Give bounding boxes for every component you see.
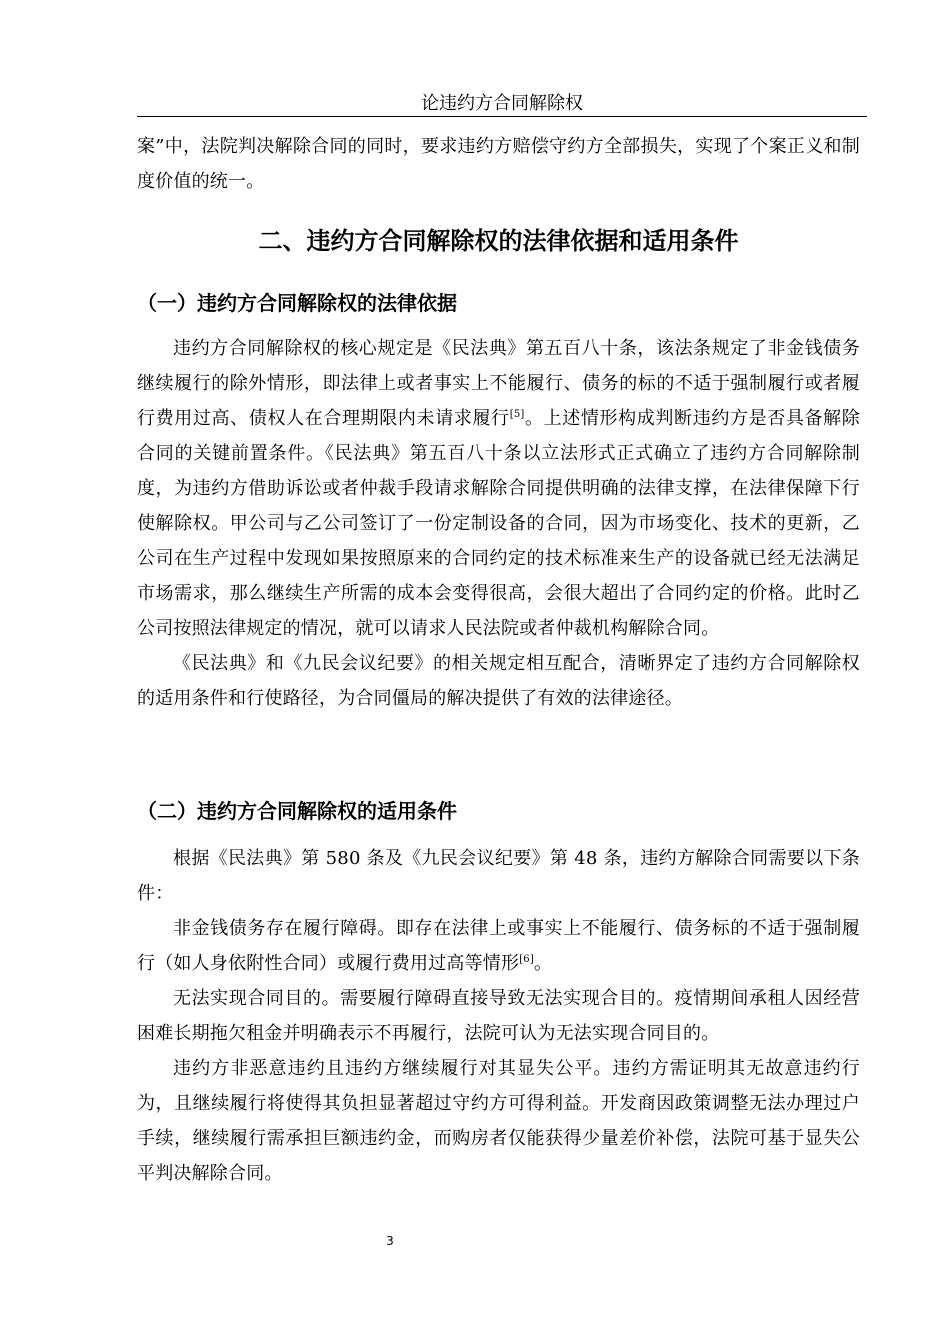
intro-paragraph: 案”中，法院判决解除合同的同时，要求违约方赔偿守约方全部损失，实现了个案正义和制度价值的统一。: [137, 136, 860, 192]
paragraph-condition-2: 无法实现合同目的。需要履行障碍直接导致无法实现合目的。疫情期间承租人因经营困难长期拖欠租金并明确表示不再履行，法院可认为无法实现合同目的。: [137, 988, 860, 1044]
citation-ref: [6]: [519, 954, 534, 965]
subsection-1-body: [137, 331, 860, 716]
paragraph-text: 非金钱债务存在履行障碍。即存在法律上或事实上不能履行、债务标的不适于强制履行（如人身依附性合同）或履行费用过高等情形: [137, 918, 860, 974]
paragraph-text: 。: [533, 953, 553, 974]
header-rule: [137, 116, 867, 117]
paragraph-condition-3: 违约方非恶意违约且违约方继续履行对其显失公平。违约方需证明其无故意违约行为，且继续履行将使得其负担显著超过守约方可得利益。开发商因政策调整无法办理过户手续，继续履行需承担巨额违约金，而购房者仅能获得少量差价补偿，法院可基于显失公平判决解除合同。: [137, 1058, 860, 1184]
intro-block: [137, 129, 860, 199]
subsection-heading-2: （二）违约方合同解除权的适用条件: [137, 799, 457, 823]
subsection-2-body: [137, 841, 860, 1191]
paragraph-legal-basis: [137, 331, 860, 646]
page-number: 3: [386, 1234, 394, 1248]
running-header: 论违约方合同解除权: [421, 93, 583, 114]
paragraph-summary: 《民法典》和《九民会议纪要》的相关规定相互配合，清晰界定了违约方合同解除权的适用条件和行使路径，为合同僵局的解决提供了有效的法律途径。: [137, 653, 860, 709]
citation-ref: [5]: [509, 409, 525, 420]
paragraph-conditions-intro: 根据《民法典》第 580 条及《九民会议纪要》第 48 条，违约方解除合同需要以下条件：: [137, 848, 860, 904]
paragraph-text: 违约方合同解除权的核心规定是《民法典》第五百八十条，该法条规定了非金钱债务继续履行的除外情形，即法律上或者事实上不能履行、债务的标的不适于强制履行或者履行费用过高、债权人在合理期限内未请求履行: [137, 338, 860, 429]
section-heading: 二、违约方合同解除权的法律依据和适用条件: [258, 227, 739, 255]
subsection-heading-1: （一）违约方合同解除权的法律依据: [137, 291, 457, 315]
paragraph-condition-1: [137, 911, 860, 981]
paragraph-text: 。上述情形构成判断违约方是否具备解除合同的关键前置条件。《民法典》第五百八十条以立法形式正式确立了违约方合同解除制度，为违约方借助诉讼或者仲裁手段请求解除合同提供明确的法律支撑，在法律保障下行使解除权。甲公司与乙公司签订了一份定制设备的合同，因为市场变化、技术的更新，乙公司在生产过程中发现如果按照原来的合同约定的技术标准来生产的设备就已经无法满足市场需求，那么继续生产所需的成本会变得很高，会很大超出了合同约定的价格。此时乙公司按照法律规定的情况，就可以请求人民法院或者仲裁机构解除合同。: [137, 408, 860, 639]
